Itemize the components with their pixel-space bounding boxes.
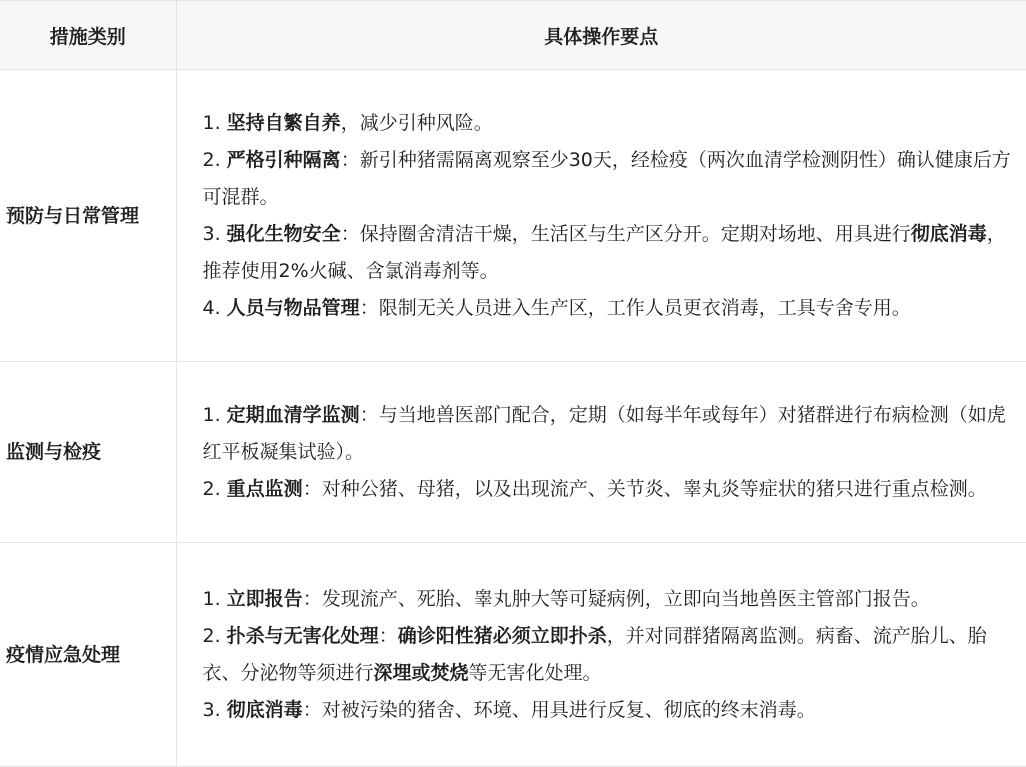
category-cell: 疫情应急处理 bbox=[0, 543, 176, 767]
list-item: 3. 彻底消毒：对被污染的猪舍、环境、用具进行反复、彻底的终末消毒。 bbox=[202, 698, 816, 721]
details-cell bbox=[176, 70, 1026, 362]
list-item: 3. 强化生物安全：保持圈舍清洁干燥，生活区与生产区分开。定期对场地、用具进行彻底消毒，推荐使用2%火碱、含氯消毒剂等。 bbox=[202, 222, 1006, 282]
list-item: 1. 定期血清学监测：与当地兽医部门配合，定期（如每半年或每年）对猪群进行布病检测（如虎红平板凝集试验）。 bbox=[202, 403, 1006, 463]
list-item: 1. 立即报告：发现流产、死胎、睾丸肿大等可疑病例，立即向当地兽医主管部门报告。 bbox=[202, 587, 930, 610]
details-cell bbox=[176, 543, 1026, 767]
list-item: 4. 人员与物品管理：限制无关人员进入生产区，工作人员更衣消毒，工具专舍专用。 bbox=[202, 296, 911, 319]
list-item: 1. 坚持自繁自养，减少引种风险。 bbox=[202, 111, 493, 134]
list-item: 2. 严格引种隔离：新引种猪需隔离观察至少30天，经检疫（两次血清学检测阴性）确认健康后方可混群。 bbox=[202, 148, 1011, 208]
list-item: 2. 重点监测：对种公猪、母猪，以及出现流产、关节炎、睾丸炎等症状的猪只进行重点检测。 bbox=[202, 477, 987, 500]
header-category: 措施类别 bbox=[0, 1, 176, 70]
header-details: 具体操作要点 bbox=[176, 1, 1026, 70]
table-row bbox=[0, 543, 1026, 767]
category-cell: 预防与日常管理 bbox=[0, 70, 176, 362]
table-row bbox=[0, 362, 1026, 543]
table-row bbox=[0, 70, 1026, 362]
category-cell: 监测与检疫 bbox=[0, 362, 176, 543]
list-item: 2. 扑杀与无害化处理：确诊阳性猪必须立即扑杀，并对同群猪隔离监测。病畜、流产胎儿、胎衣、分泌物等须进行深埋或焚烧等无害化处理。 bbox=[202, 624, 987, 684]
details-cell bbox=[176, 362, 1026, 543]
table-header-row bbox=[0, 1, 1026, 70]
